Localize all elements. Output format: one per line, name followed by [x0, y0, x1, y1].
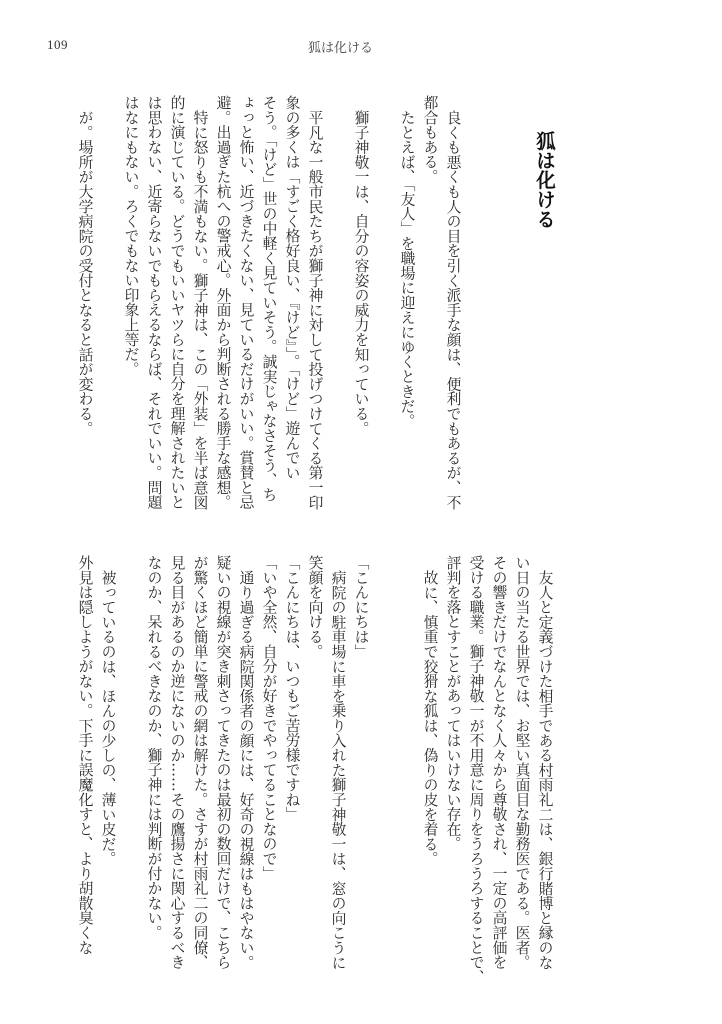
text-column: 平凡な一般市民たちが獅子神に対して投げつけてくる第一印	[306, 109, 324, 510]
dialogue-column: 「こんにちは、いつもご苦労様ですね」	[283, 555, 301, 822]
text-column: 病院の駐車場に車を乗り入れた獅子神敬一は、窓の向こうに	[329, 569, 347, 970]
text-column: 見る目があるのか逆にないのか……その鷹揚さに関心するべき	[168, 555, 186, 970]
page-number: 109	[47, 37, 68, 52]
text-column: 受ける職業。獅子神敬一が不用意に周りをうろうろすることで、	[467, 555, 485, 985]
text-column: 獅子神敬一は、自分の容姿の威力を知っている。	[352, 109, 370, 436]
text-column: 評判を落とすことがあってはいけない存在。	[444, 555, 462, 851]
blank-line	[373, 95, 396, 511]
text-column: はなにもない。ろくでもない印象上等だ。	[122, 95, 140, 377]
upper-tier	[74, 95, 465, 511]
blank-line	[373, 555, 396, 971]
text-column: そう。「けど」世の中軽く見ていそう。誠実じゃなさそう、ち	[260, 95, 278, 502]
blank-line	[97, 95, 120, 511]
text-column: 象の多くは「すごく格好良い、『けど』」。「けど」遊んでい	[283, 95, 301, 480]
dialogue-column: 「いや全然、自分が好きでやってることなので」	[260, 555, 278, 881]
text-column: 笑顔を向ける。	[306, 555, 324, 659]
blank-line	[396, 555, 419, 971]
text-column: 避。出過ぎた杭への警戒心。外面から判断される勝手な感想。	[214, 95, 232, 510]
text-column: たとえば、「友人」を職場に迎えにゆくときだ。	[398, 109, 416, 428]
text-column: 疑いの視線が突き刺さってきたのは最初の数回だけで、こちら	[214, 555, 232, 970]
text-column: なのか、呆れるべきなのか、獅子神には判断が付かない。	[145, 555, 163, 940]
text-column: が驚くほど簡単に警戒の網は解けた。さすが村雨礼二の同僚、	[191, 555, 209, 970]
blank-line	[327, 95, 350, 511]
dialogue-column: 「こんにちは」	[352, 555, 370, 659]
chapter-title: 狐は化ける	[533, 131, 556, 229]
text-column: 都合もある。	[421, 95, 439, 184]
text-column: 友人と定義づけた相手である村雨礼二は、銀行賭博と縁のな	[536, 569, 554, 970]
text-column: 外見は隠しようがない。下手に誤魔化すと、より胡散臭くな	[76, 555, 94, 955]
text-column: い日の当たる世界では、お堅い真面目な勤務医である。医者。	[513, 555, 531, 970]
running-head: 狐は化ける	[308, 41, 374, 56]
text-column: その響きだけでなんとなく人々から尊敬され、一定の高評価を	[490, 555, 508, 970]
lower-tier	[74, 555, 557, 985]
text-column: 良くも悪くも人の目を引く派手な顔は、便利でもあるが、不	[444, 109, 462, 510]
text-column: 被っているのは、ほんの少しの、薄い皮だ。	[99, 569, 117, 866]
text-column: 故に、慎重で狡猾な狐は、偽りの皮を着る。	[421, 569, 439, 866]
text-column: ょっと怖い、近づきたくない、見ているだけがいい。賞賛と忌	[237, 95, 255, 510]
text-column: 特に怒りも不満もない。獅子神は、この「外装」を半ば意図	[191, 109, 209, 510]
text-column: 通り過ぎる病院関係者の顔には、好奇の視線はもはやない。	[237, 569, 255, 970]
blank-line	[120, 555, 143, 971]
text-column: 的に演じている。どうでもいいヤツらに自分を理解されたいと	[168, 95, 186, 510]
text-column: が。場所が大学病院の受付となると話が変わる。	[76, 109, 94, 436]
text-column: は思わない、近寄らないでもらえるならば、それでいい。問題	[145, 95, 163, 510]
